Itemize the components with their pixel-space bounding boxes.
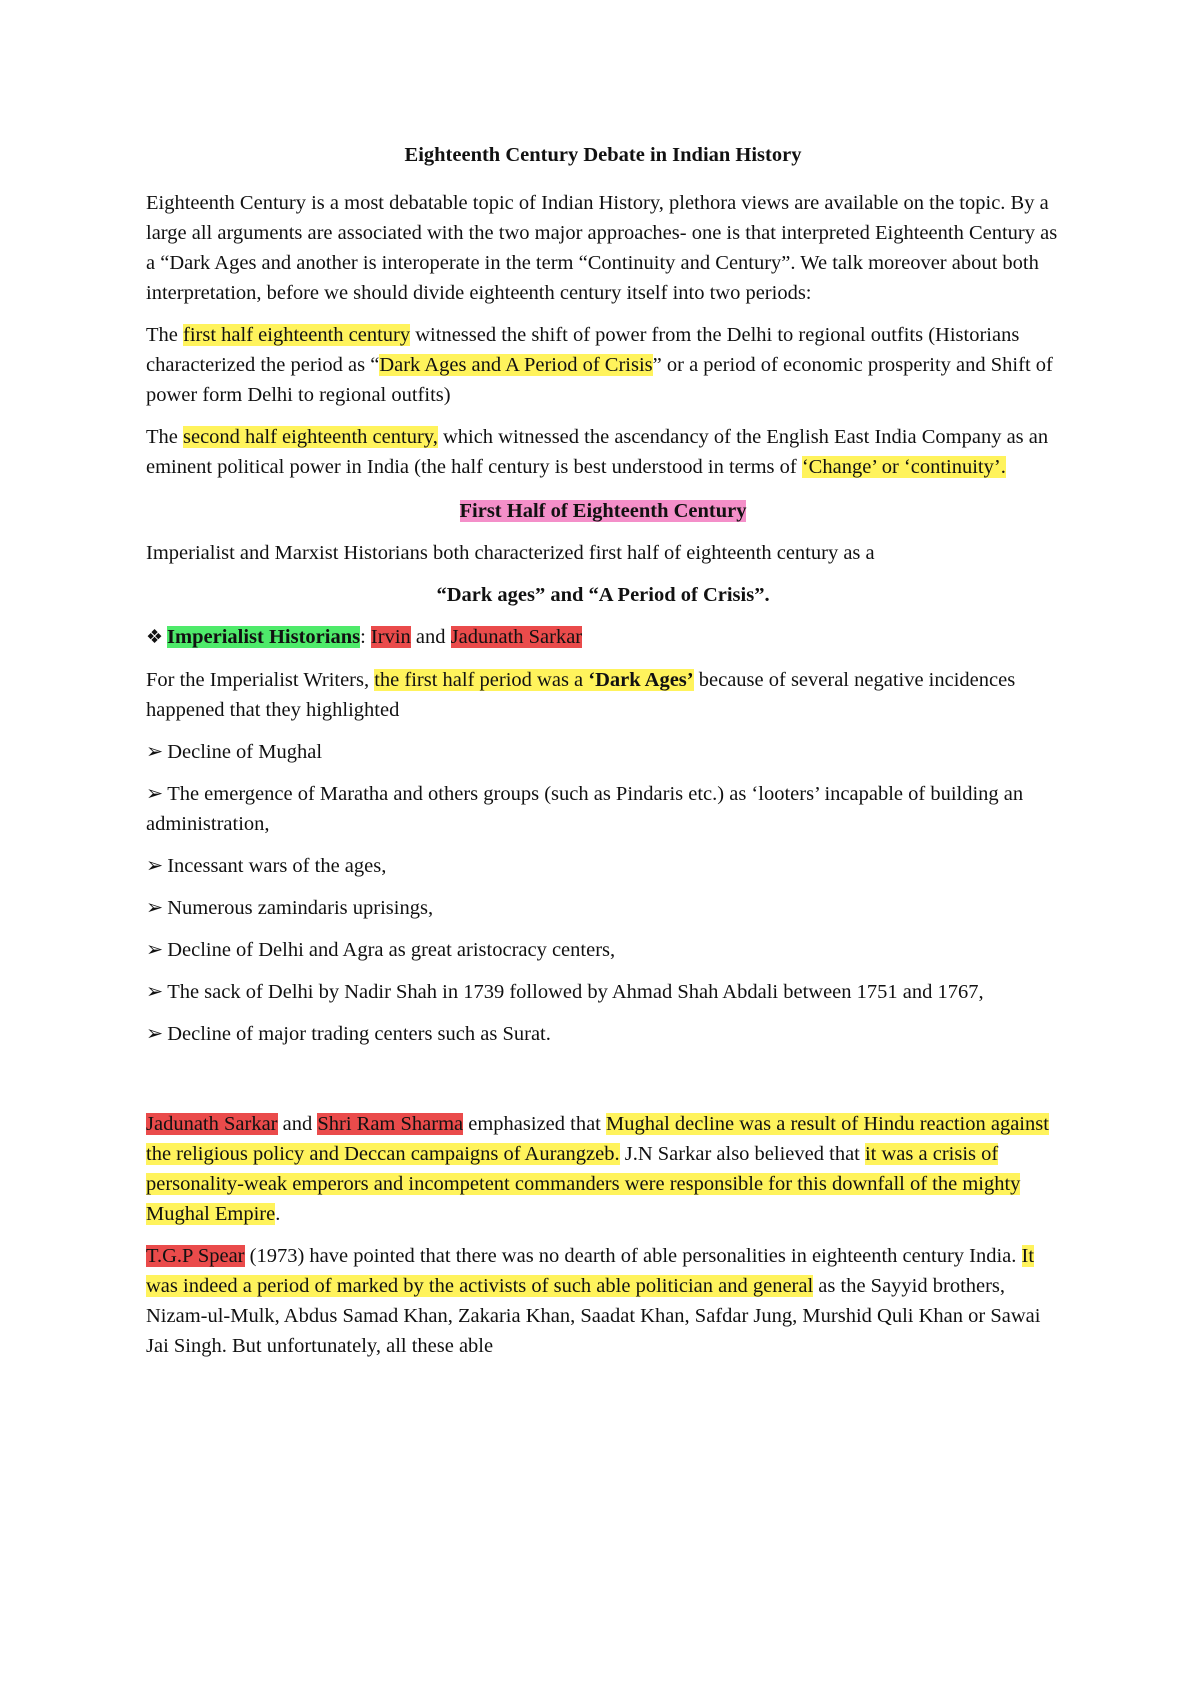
list-item — [146, 1019, 1060, 1049]
arrow-bullet-icon: ➢ — [146, 741, 164, 763]
highlight-change-continuity: ‘Change’ or ‘continuity’. — [801, 456, 1006, 478]
text-run: as the Sayyid brothers, Nizam-ul-Mulk, Abdus Samad Khan, Zakaria Khan, Saadat Khan, Safdar Jung, Murshid Quli Khan or Sawai Jai Singh. But unfortunately, all these able — [146, 1275, 1041, 1357]
section-heading-wrapper — [146, 496, 1060, 526]
text-run: The — [146, 426, 183, 448]
historian-tgp-spear: T.G.P Spear — [146, 1245, 245, 1267]
text-run: which witnessed the ascendancy of the English East India Company as an eminent political power in India (the half century is best understood in terms of — [146, 426, 1049, 478]
arrow-bullet-icon: ➢ — [146, 897, 164, 919]
text-run: ” or a period of economic prosperity and Shift of power form Delhi to regional outfits) — [146, 354, 1053, 406]
list-item-text: Incessant wars of the ages, — [167, 855, 387, 877]
list-item — [146, 977, 1060, 1007]
imperialist-historians-label: Imperialist Historians — [167, 626, 361, 648]
text-run: The — [146, 324, 183, 346]
section-heading: First Half of Eighteenth Century — [459, 500, 747, 522]
text-run: (1973) have pointed that there was no dearth of able personalities in eighteenth century India. — [244, 1245, 1022, 1267]
list-item — [146, 737, 1060, 767]
text-run: and — [410, 626, 451, 648]
arrow-bullet-icon: ➢ — [146, 783, 164, 805]
section-quote: “Dark ages” and “A Period of Crisis”. — [436, 584, 770, 606]
highlight-able-politicians: It was indeed a period of marked by the activists of such able politician and general — [146, 1245, 1035, 1297]
intro-paragraph: Eighteenth Century is a most debatable topic of Indian History, plethora views are available on the topic. By a large all arguments are associated with the two major approaches- one is that interpreted Eighteenth Century as a “Dark Ages and another is interoperate in the term “Continuity and Century”. We talk moreover about both interpretation, before we should divide eighteenth century itself into two periods: — [146, 192, 1058, 304]
text-run: : — [360, 626, 371, 648]
spacer — [146, 1061, 1060, 1109]
text-run: witnessed the shift of power from the Delhi to regional outfits (Historians characterized the period as “ — [146, 324, 1020, 376]
document-title: Eighteenth Century Debate in Indian History — [404, 144, 802, 166]
list-item-text: Numerous zamindaris uprisings, — [167, 897, 434, 919]
arrow-bullet-icon: ➢ — [146, 855, 164, 877]
arrow-bullet-icon: ➢ — [146, 1023, 164, 1045]
text-run: J.N Sarkar also believed that — [619, 1143, 865, 1165]
text-run: . — [275, 1203, 281, 1225]
highlight-first-half: first half eighteenth century — [183, 324, 411, 346]
text-run: emphasized that — [463, 1113, 607, 1135]
list-item-text: The sack of Delhi by Nadir Shah in 1739 followed by Ahmad Shah Abdali between 1751 and 1767, — [167, 981, 984, 1003]
imperialist-paragraph — [146, 665, 1060, 725]
highlight-dark-ages: Dark Ages and A Period of Crisis — [379, 354, 653, 376]
historian-irvin: Irvin — [370, 626, 411, 648]
highlight-second-half: second half eighteenth century, — [183, 426, 438, 448]
list-item-text: The emergence of Maratha and others groups (such as Pindaris etc.) as ‘looters’ incapable of building an administration, — [146, 783, 1024, 835]
sarkar-paragraph — [146, 1109, 1060, 1229]
historian-jadunath-sarkar: Jadunath Sarkar — [146, 1113, 278, 1135]
list-item — [146, 893, 1060, 923]
highlight-dark-ages-term: ‘Dark Ages’ — [588, 669, 694, 691]
arrow-bullet-icon: ➢ — [146, 981, 164, 1003]
second-half-paragraph — [146, 422, 1060, 482]
section-intro: Imperialist and Marxist Historians both characterized first half of eighteenth century as a — [146, 542, 875, 564]
spear-paragraph — [146, 1241, 1060, 1361]
highlight-mughal-decline: Mughal decline was a result of Hindu reaction against the religious policy and Deccan campaigns of Aurangzeb. — [146, 1113, 1049, 1165]
list-item — [146, 779, 1060, 839]
diamond-bullet-icon: ❖ — [146, 627, 164, 648]
highlight-first-half-period: the first half period was a — [374, 669, 589, 691]
text-run: because of several negative incidences happened that they highlighted — [146, 669, 1016, 721]
arrow-bullet-icon: ➢ — [146, 939, 164, 961]
list-item-text: Decline of Mughal — [167, 741, 323, 763]
first-half-paragraph — [146, 320, 1060, 410]
highlight-crisis-personality: it was a crisis of personality-weak emperors and incompetent commanders were responsible for this downfall of the mighty Mughal Empire — [146, 1143, 1021, 1225]
negative-incidences-list — [146, 737, 1060, 1049]
list-item-text: Decline of Delhi and Agra as great aristocracy centers, — [167, 939, 616, 961]
historian-shri-ram-sharma: Shri Ram Sharma — [317, 1113, 464, 1135]
list-item — [146, 935, 1060, 965]
list-item-text: Decline of major trading centers such as Surat. — [167, 1023, 551, 1045]
imperialist-historians-line — [146, 622, 1060, 653]
list-item — [146, 851, 1060, 881]
text-run: and — [277, 1113, 318, 1135]
historian-jadunath-sarkar: Jadunath Sarkar — [450, 626, 583, 648]
text-run: For the Imperialist Writers, — [146, 669, 375, 691]
